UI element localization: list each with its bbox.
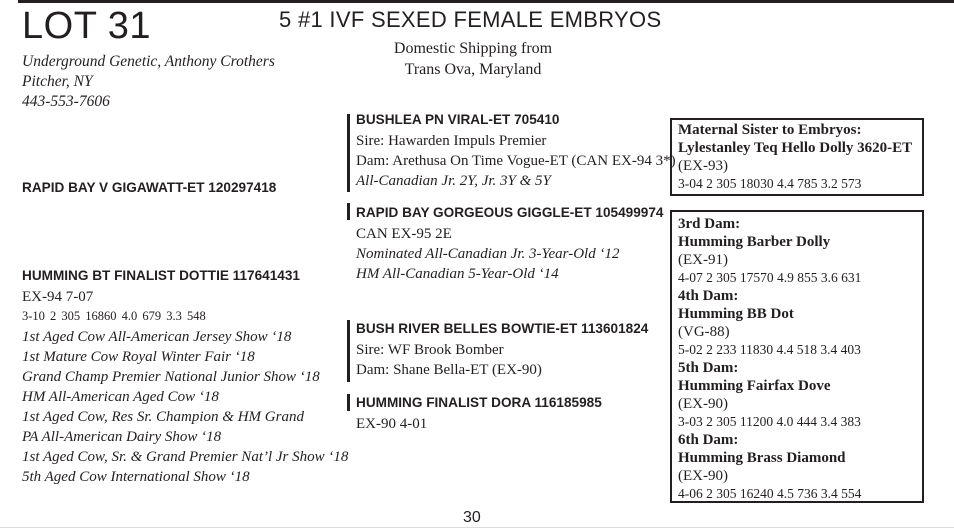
paternal-grandsire-block [356, 111, 676, 191]
dam-honor: 1st Aged Cow All-American Jersey Show ‘18 [22, 329, 292, 345]
ancestral-dam-classification: (EX-91) [678, 252, 728, 268]
ancestral-dam-name: Humming Fairfax Dove [678, 378, 831, 394]
ancestral-dam-name: Humming BB Dot [678, 306, 794, 322]
pedigree-bracket [347, 114, 350, 192]
ancestral-dam-classification: (EX-90) [678, 468, 728, 484]
shipping-info [380, 38, 566, 80]
maternal-sister-name: Lylestanley Teq Hello Dolly 3620-ET [678, 140, 913, 156]
pedigree-bracket [347, 394, 350, 411]
sire-name: RAPID BAY V GIGAWATT-ET 120297418 [22, 180, 277, 195]
paternal-granddam-classification: CAN EX-95 2E [356, 226, 452, 242]
maternal-sister-heading: Maternal Sister to Embryos: [678, 122, 862, 138]
ancestral-dam-record: 5-02 2 233 11830 4.4 518 3.4 403 [678, 342, 861, 357]
paternal-granddam-honor: HM All-Canadian 5-Year-Old ‘14 [356, 266, 559, 282]
dam-honor: 1st Mature Cow Royal Winter Fair ‘18 [22, 349, 255, 365]
paternal-grandsire-name: BUSHLEA PN VIRAL-ET 705410 [356, 112, 560, 127]
pedigree-bracket [347, 320, 350, 382]
maternal-granddam-name: HUMMING FINALIST DORA 116185985 [356, 395, 602, 410]
dam-name: HUMMING BT FINALIST DOTTIE 117641431 [22, 268, 300, 283]
pedigree-bracket [347, 203, 350, 220]
ancestral-dam-classification: (EX-90) [678, 396, 728, 412]
lot-headline: 5 #1 IVF SEXED FEMALE EMBRYOS [279, 7, 662, 32]
consignor-phone: 443-553-7606 [22, 93, 110, 110]
ancestral-dam-record: 4-06 2 305 16240 4.5 736 3.4 554 [678, 486, 862, 501]
consignor-info [22, 52, 275, 112]
dam-record: 3-10 2 305 16860 4.0 679 3.3 548 [22, 309, 206, 323]
maternal-granddam-block [356, 394, 602, 434]
lot-number: LOT 31 [22, 5, 152, 47]
ancestral-dam-classification: (VG-88) [678, 324, 730, 340]
maternal-sister-classification: (EX-93) [678, 158, 728, 174]
page-number: 30 [463, 509, 481, 526]
maternal-grandsire-dam: Dam: Shane Bella-ET (EX-90) [356, 362, 542, 378]
ancestral-dam-record: 4-07 2 305 17570 4.9 855 3.6 631 [678, 270, 862, 285]
maternal-granddam-classification: EX-90 4-01 [356, 416, 428, 432]
ancestral-dam [678, 359, 922, 431]
maternal-grandsire-block [356, 320, 648, 380]
dam-honor: PA All-American Dairy Show ‘18 [22, 429, 222, 445]
dam-honor: 1st Aged Cow, Sr. & Grand Premier Nat’l Jr Show ‘18 [22, 449, 349, 465]
bottom-rule [0, 527, 954, 528]
ancestral-dams-box [670, 210, 924, 503]
ancestral-dam [678, 431, 922, 503]
ancestral-dam-label: 4th Dam: [678, 288, 739, 304]
ancestral-dam-label: 3rd Dam: [678, 216, 741, 232]
consignor-location: Pitcher, NY [22, 73, 93, 90]
paternal-grandsire-dam: Dam: Arethusa On Time Vogue-ET (CAN EX-94 3*) [356, 153, 676, 169]
ancestral-dam-label: 6th Dam: [678, 432, 739, 448]
maternal-grandsire-sire: Sire: WF Brook Bomber [356, 342, 504, 358]
dam-honor: 1st Aged Cow, Res Sr. Champion & HM Grand [22, 409, 304, 425]
shipping-line: Domestic Shipping from [393, 40, 553, 57]
ancestral-dam [678, 215, 922, 287]
paternal-granddam-name: RAPID BAY GORGEOUS GIGGLE-ET 105499974 [356, 205, 664, 220]
consignor-name: Underground Genetic, Anthony Crothers [22, 53, 275, 70]
top-rule [18, 0, 954, 3]
shipping-line: Trans Ova, Maryland [404, 61, 542, 78]
ancestral-dam [678, 287, 922, 359]
dam-block [22, 267, 348, 487]
maternal-sister-box [670, 118, 924, 196]
dam-honor: Grand Champ Premier National Junior Show ‘18 [22, 369, 320, 385]
ancestral-dam-record: 3-03 2 305 11200 4.0 444 3.4 383 [678, 414, 861, 429]
dam-classification: EX-94 7-07 [22, 289, 94, 305]
paternal-grandsire-sire: Sire: Hawarden Impuls Premier [356, 133, 547, 149]
ancestral-dam-label: 5th Dam: [678, 360, 739, 376]
dam-honor: 5th Aged Cow International Show ‘18 [22, 469, 250, 485]
maternal-grandsire-name: BUSH RIVER BELLES BOWTIE-ET 113601824 [356, 321, 649, 336]
ancestral-dam-name: Humming Brass Diamond [678, 450, 846, 466]
dam-honor: HM All-American Aged Cow ‘18 [22, 389, 219, 405]
paternal-granddam-block [356, 204, 663, 284]
maternal-sister-record: 3-04 2 305 18030 4.4 785 3.2 573 [678, 176, 862, 191]
paternal-grandsire-honor: All-Canadian Jr. 2Y, Jr. 3Y & 5Y [356, 173, 551, 189]
paternal-granddam-honor: Nominated All-Canadian Jr. 3-Year-Old ‘12 [356, 246, 620, 262]
ancestral-dam-name: Humming Barber Dolly [678, 234, 831, 250]
